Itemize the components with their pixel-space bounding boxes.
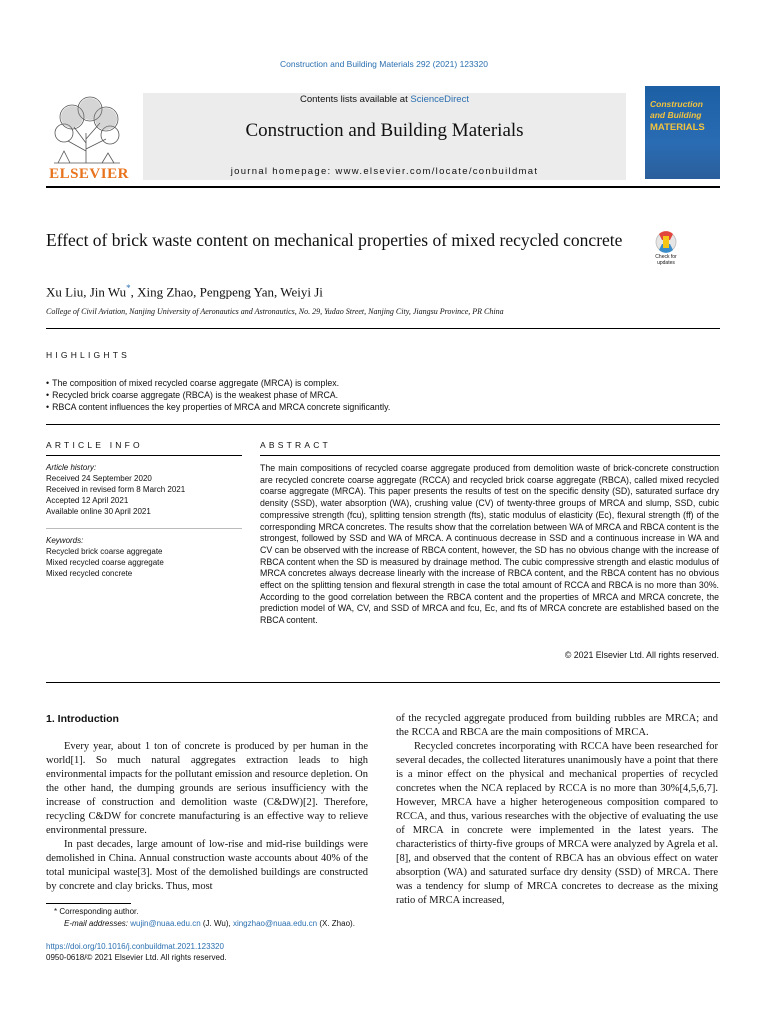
history-accepted: Accepted 12 April 2021	[46, 496, 129, 505]
body-paragraph: Recycled concretes incorporating with RCCA have been researched for several decades, the collected literatures unanimously have a point that there is a minor effect on the physical and mechanical properties of recycled concretes when the NCA replaced by RCCA is no more than 30%[4,5,6,7]. However, MRCA have a higher heterogeneous composition compared to RCCA, and thus, various researches with the objective of evaluating the use of MRCA in concrete were implemented in the latest years. The characteristics of thirty-five groups of MRCA were analyzed by Agrela et al.[8], and observed that the content of RBCA has an obvious effect on water absorption (WA) and saturated surface dry density (SSD) of MRCA. There was a tendency for slump of MRCA concretes to decrease as the mixing ratio of MRCA increased,	[396, 741, 718, 906]
article-info-heading: ARTICLE INFO	[46, 440, 143, 450]
email-label: E-mail addresses:	[64, 919, 131, 928]
author-list	[46, 283, 323, 300]
highlights-list	[46, 377, 720, 413]
keyword-item: Mixed recycled concrete	[46, 569, 133, 578]
article-info-rule	[46, 455, 242, 456]
abstract-heading: ABSTRACT	[260, 440, 331, 450]
section-heading-introduction: 1. Introduction	[46, 713, 119, 725]
highlight-item: • RBCA content influences the key properties of MRCA and MRCA concrete significantly.	[46, 401, 720, 413]
publisher-logo-text: ELSEVIER	[49, 166, 129, 182]
article-history-label: Article history:	[46, 463, 97, 472]
journal-citation-link[interactable]: Construction and Building Materials 292 (2021) 123320	[280, 59, 488, 69]
history-revised: Received in revised form 8 March 2021	[46, 485, 186, 494]
abstract-copyright: © 2021 Elsevier Ltd. All rights reserved.	[564, 650, 719, 660]
abstract-text: The main compositions of recycled coarse aggregate produced from demolition waste of brick-concrete construction are recycled concrete coarse aggregate (RCCA) and recycled brick coarse aggregate (RBCA), called mixed recycled coarse aggregate (MRCA). This paper presents the results of test on the specific density (SD), saturated surface dry density (SSD), water absorption (WA), crushing value (CV) of twenty-three groups of MRCA and slump, SSD, cubic compressive strength (fcu), splitting tension strength (fts), static modulus of elasticity (Ec), flexural strength (ff) of the corresponding MRCA concretes. The results show that the correlation between WA of MRCA and RBCA content is the strongest, followed by SSD and WA of MRCA. A continuous decrease in SSD and a continuous increase in WA and CV can be observed with the increase of RBCA content, however, the SD has no obvious change with the increase of RBCA content when the SD is measured by drainage method. The cubic compressive strength and elastic modulus of MRCA concretes always decrease linearly with the increase of RBCA content, and the RBCA content has no obvious effect on the splitting tension and flexural strength in case the total amount of RCCA and RBCA is no more than 30%. According to the good correlation between the RBCA content and the properties of MRCA and MRCA concrete, the prediction model of WA, CV, and SSD of MRCA and fcu, Ec, and fts of MRCA concrete are established based on the RBCA content.	[260, 463, 719, 626]
email-link-zhao[interactable]: xingzhao@nuaa.edu.cn	[232, 919, 318, 928]
abstract-rule	[260, 455, 720, 456]
keywords-rule	[46, 528, 242, 529]
keyword-item: Recycled brick coarse aggregate	[46, 547, 163, 556]
title-divider	[46, 328, 720, 329]
footnotes	[46, 906, 386, 930]
sciencedirect-link[interactable]: ScienceDirect	[410, 94, 469, 105]
authors-rest: , Xing Zhao, Pengpeng Yan, Weiyi Ji	[130, 284, 323, 300]
doi-link[interactable]: https://doi.org/10.1016/j.conbuildmat.2021.123320	[46, 942, 224, 951]
corresponding-author-mark[interactable]: *	[126, 283, 131, 293]
email-name-zhao: (X. Zhao).	[317, 919, 355, 928]
body-paragraph: Every year, about 1 ton of concrete is produced by per human in the world[1]. So much natural aggregates extraction leads to high environmental impacts for the pollutant emission and resource depletion. On the other hand, the dumping grounds are serious insufficiency with the increase of construction and demolition waste (C&DW)[2]. Therefore, recycling C&DW for concrete manufacturing is an effective way to relieve environmental pressure.	[46, 741, 368, 836]
email-addresses	[46, 918, 386, 930]
cover-title: Construction and Building	[650, 99, 703, 120]
body-column-left	[46, 712, 368, 894]
issn-copyright: 0950-0618/© 2021 Elsevier Ltd. All rights reserved.	[46, 953, 227, 962]
history-online: Available online 30 April 2021	[46, 507, 151, 516]
abstract-divider	[46, 682, 720, 683]
keyword-item: Mixed recycled coarse aggregate	[46, 558, 164, 567]
highlights-divider	[46, 424, 720, 425]
journal-homepage[interactable]: journal homepage: www.elsevier.com/locate/conbuildmat	[230, 166, 539, 177]
body-paragraph: In past decades, large amount of low-rise and mid-rise buildings were demolished in China. Annual construction waste accounts about 40% of the total municipal waste[3]. Most of the demolished buildings are constructed by concrete and clay bricks. Thus, most	[46, 839, 368, 892]
cover-subtitle: MATERIALS	[650, 122, 705, 133]
contents-availability	[143, 94, 626, 105]
doi-block	[46, 941, 386, 963]
highlight-item: • Recycled brick coarse aggregate (RBCA) is the weakest phase of MRCA.	[46, 389, 720, 401]
journal-name: Construction and Building Materials	[245, 120, 524, 141]
footnote-rule	[46, 903, 131, 904]
article-title: Effect of brick waste content on mechanical properties of mixed recycled concrete	[46, 230, 623, 250]
body-column-right	[396, 712, 718, 908]
contents-prefix: Contents lists available at	[300, 94, 411, 105]
highlights-heading: HIGHLIGHTS	[46, 350, 130, 360]
highlight-item: • The composition of mixed recycled coarse aggregate (MRCA) is complex.	[46, 377, 720, 389]
corresponding-author-note: * Corresponding author.	[54, 907, 139, 916]
keywords-label: Keywords:	[46, 536, 84, 545]
email-link-wu[interactable]: wujin@nuaa.edu.cn	[130, 919, 201, 928]
body-paragraph: of the recycled aggregate produced from building rubbles are MRCA; and the RCCA and RBCA are the main compositions of MRCA.	[396, 713, 718, 738]
keywords-block	[46, 535, 236, 579]
header-divider	[46, 186, 720, 188]
email-name-wu: (J. Wu),	[200, 919, 233, 928]
authors-first: Xu Liu, Jin Wu	[46, 284, 127, 300]
author-affiliation: College of Civil Aviation, Nanjing University of Aeronautics and Astronautics, No. 29, Yudao Street, Nanjing City, Jiangsu Province, PR China	[46, 307, 504, 316]
crossmark-label: Check for updates	[655, 254, 677, 266]
history-received: Received 24 September 2020	[46, 474, 152, 483]
article-history	[46, 462, 236, 517]
